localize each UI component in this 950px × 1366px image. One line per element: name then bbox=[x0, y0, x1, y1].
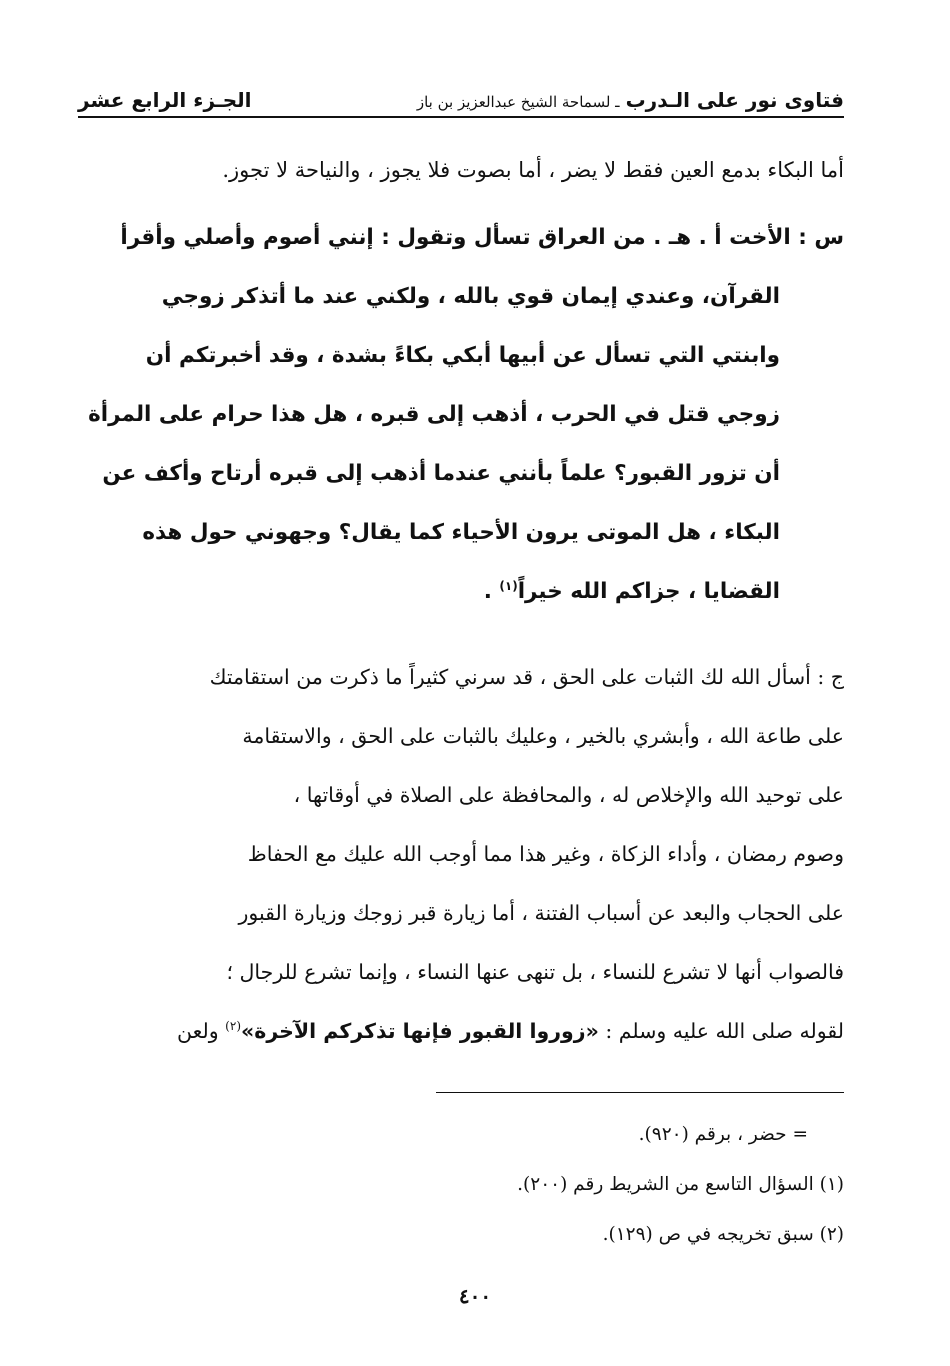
header-title-group bbox=[417, 88, 844, 112]
hadith-quote: «زوروا القبور فإنها تذكركم الآخرة» bbox=[241, 1019, 599, 1043]
answer-line: وصوم رمضان ، وأداء الزكاة ، وغير هذا مما أوجب الله عليك مع الحفاظ bbox=[247, 842, 844, 866]
question-line: القرآن، وعندي إيمان قوي بالله ، ولكني عند ما أتذكر زوجي bbox=[161, 284, 780, 309]
question-line: أن تزور القبور؟ علماً بأنني عندما أذهب إلى قبره أرتاح وأكف عن bbox=[102, 461, 780, 486]
answer-line: على توحيد الله والإخلاص له ، والمحافظة على الصلاة في أوقاتها ، bbox=[293, 783, 844, 807]
answer-line: ج : أسأل الله لك الثبات على الحق ، قد سرني كثيراً ما ذكرت من استقامتك bbox=[209, 665, 844, 689]
footnote-2: (٢) سبق تخريجه في ص (١٢٩). bbox=[602, 1224, 844, 1245]
question-line: زوجي قتل في الحرب ، أذهب إلى قبره ، هل هذا حرام على المرأة bbox=[88, 402, 780, 427]
footnote-ref-2: (٢) bbox=[225, 1019, 241, 1034]
question-block bbox=[78, 208, 844, 621]
answer-last-start: لقوله صلى الله عليه وسلم : bbox=[598, 1019, 844, 1043]
page-number: ٤٠٠ bbox=[458, 1284, 492, 1308]
answer-line: فالصواب أنها لا تشرع للنساء ، بل تنهى عنها النساء ، وإنما تشرع للرجال ؛ bbox=[226, 960, 844, 984]
question-line: س : الأخت أ . هـ . من العراق تسأل وتقول : إنني أصوم وأصلي وأقرأ bbox=[120, 225, 844, 250]
book-title: فتاوى نور على الـدرب bbox=[625, 88, 844, 112]
answer-line: على الحجاب والبعد عن أسباب الفتنة ، أما زيارة قبر زوجك وزيارة القبور bbox=[238, 901, 844, 925]
page-header bbox=[78, 78, 844, 118]
question-last-line bbox=[78, 562, 844, 621]
answer-block bbox=[78, 648, 844, 1061]
answer-last-end: ولعن bbox=[177, 1019, 226, 1043]
volume-label: الجـزء الرابع عشر bbox=[78, 88, 252, 112]
footnotes bbox=[78, 1110, 844, 1260]
question-line: البكاء ، هل الموتى يرون الأحياء كما يقال؟ وجهوني حول هذه bbox=[142, 520, 780, 545]
question-end-mark: . bbox=[483, 579, 500, 604]
previous-answer-text: أما البكاء بدمع العين فقط لا يضر ، أما بصوت فلا يجوز ، والنياحة لا تجوز. bbox=[222, 158, 844, 182]
footnote-divider bbox=[436, 1092, 844, 1093]
footnote-ref-1: (١) bbox=[499, 578, 518, 593]
book-author: ـ لسماحة الشيخ عبدالعزيز بن باز bbox=[416, 93, 620, 111]
question-line: وابنتي التي تسأل عن أبيها أبكي بكاءً بشدة ، وقد أخبرتكم أن bbox=[145, 343, 780, 368]
answer-line: على طاعة الله ، وأبشري بالخير ، وعليك بالثبات على الحق ، والاستقامة bbox=[242, 724, 844, 748]
answer-last-line bbox=[78, 1002, 844, 1061]
question-last-text: القضايا ، جزاكم الله خيراً bbox=[517, 579, 780, 604]
footnote-continuation: = حضر ، برقم (٩٢٠). bbox=[638, 1124, 808, 1145]
footnote-1: (١) السؤال التاسع من الشريط رقم (٢٠٠). bbox=[517, 1174, 844, 1195]
